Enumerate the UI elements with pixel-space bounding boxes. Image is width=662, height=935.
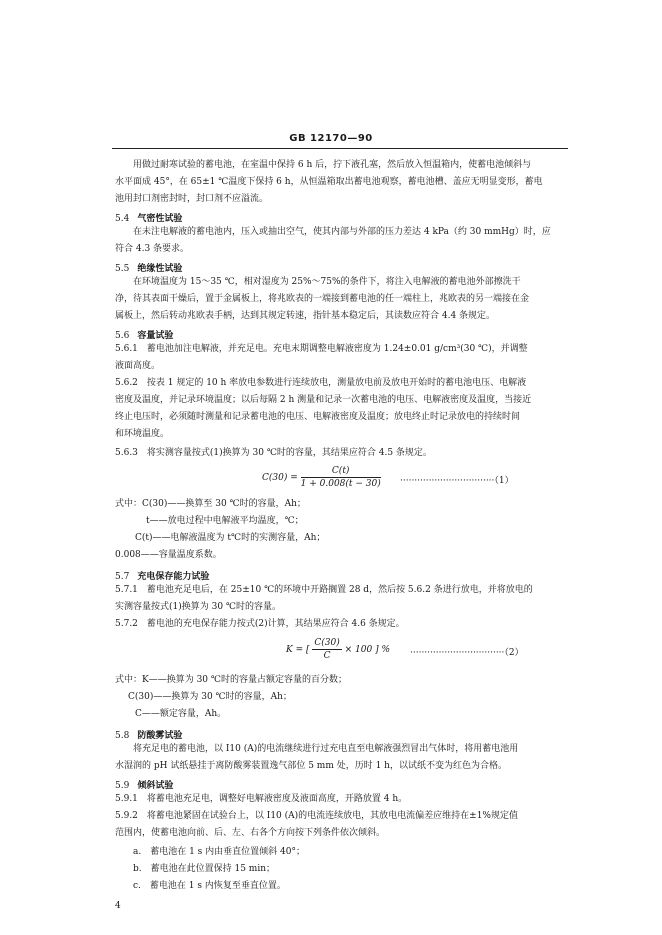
paragraph-line: 用做过耐寒试验的蓄电池，在室温中保持 6 h 后，拧下液孔塞，然后放入恒温箱内，使蓄电池倾斜与 (133, 160, 532, 170)
paragraph-line: 实测容量按式(1)换算为 30 ℃时的容量。 (115, 602, 281, 612)
list-item: a. 蓄电池在 1 s 内由垂直位置倾斜 40°； (133, 847, 305, 857)
paragraph-line: 和环境温度。 (115, 429, 170, 439)
section-heading-5-4: 5.4 气密性试验 (115, 214, 183, 224)
formula-1: C(30) = $\frac{C(t)}{1 + 0.008(t - 30)}$ (262, 466, 381, 489)
paragraph-line: 5.6.2 按表 1 规定的 10 h 率放电参数进行连续放电，测量放电前及放电开始时的蓄电池电压、电解液 (115, 378, 527, 388)
variable-definition: 式中：C(30)——换算至 30 ℃时的容量，Ah； (115, 499, 306, 509)
section-heading-5-9: 5.9 倾斜试验 (115, 781, 174, 791)
section-heading-5-7: 5.7 充电保存能力试验 (115, 572, 210, 582)
paragraph-line: 在环境温度为 15～35 ℃，相对湿度为 25%～75%的条件下，将注入电解液的蓄电池外部擦洗干 (133, 277, 521, 287)
header-rule (112, 148, 568, 149)
variable-definition: C(t)——电解液温度为 t℃时的实测容量，Ah； (135, 533, 326, 543)
section-heading-5-8: 5.8 防酸雾试验 (115, 731, 183, 741)
standard-header: GB 12170—90 (289, 133, 373, 144)
formula-1-number: ·································（1） (400, 476, 514, 486)
variable-definition: C——额定容量，Ah。 (135, 709, 227, 719)
list-item: b. 蓄电池在此位置保持 15 min； (133, 864, 276, 874)
paragraph-line: 将充足电的蓄电池，以 I10 (A)的电流继续进行过充电直至电解液强烈冒出气体时，将用蓄电池用 (133, 744, 519, 754)
section-heading-5-6: 5.6 容量试验 (115, 331, 174, 341)
section-heading-5-5: 5.5 绝缘性试验 (115, 264, 183, 274)
variable-definition: 0.008——容量温度系数。 (115, 550, 222, 560)
paragraph-line: 液面高度。 (115, 361, 161, 371)
paragraph-line: 密度及温度，并记录环境温度；以后每隔 2 h 测量和记录一次蓄电池的电压、电解液密度及温度，当接近 (115, 395, 532, 405)
paragraph-line: 5.7.1 蓄电池充足电后，在 25±10 ℃的环境中开路搁置 28 d，然后按 5.6.2 条进行放电，并将放电的 (115, 585, 533, 595)
paragraph-line: 净，待其表面干燥后，置于金属板上，将兆欧表的一端接到蓄电池的任一端柱上，兆欧表的另一端接在金 (115, 294, 530, 304)
paragraph-line: 终止电压时，必须随时测量和记录蓄电池的电压、电解液密度及温度；放电终止时记录放电的持续时间 (115, 412, 521, 422)
paragraph-line: 水平面成 45°，在 65±1 ℃温度下保持 6 h，从恒温箱取出蓄电池观察，蓄电池槽、盖应无明显变形，蓄电 (115, 177, 543, 187)
variable-definition: t——放电过程中电解液平均温度，℃； (146, 516, 304, 526)
formula-2-number: ·································（2） (410, 648, 524, 658)
list-item: c. 蓄电池在 1 s 内恢复至垂直位置。 (133, 881, 286, 891)
paragraph-line: 水湿润的 pH 试纸悬挂于离防酸雾装置逸气部位 5 mm 处，历时 1 h，以试纸不变为红色为合格。 (115, 761, 507, 771)
paragraph-line: 池用封口剂密封时，封口剂不应溢流。 (115, 194, 269, 204)
paragraph-line: 5.9.1 将蓄电池充足电，调整好电解液密度及液面高度，开路放置 4 h。 (115, 794, 408, 804)
paragraph-line: 5.6.1 蓄电池加注电解液，并充足电。充电末期调整电解液密度为 1.24±0.01 g/cm³(30 ℃)，并调整 (115, 344, 528, 354)
formula-2: K = [ $\frac{C(30)}{C}$ × 100 ] % (286, 638, 390, 661)
variable-definition: C(30)——换算为 30 ℃时的容量，Ah； (128, 692, 292, 702)
variable-definition: 式中：K——换算为 30 ℃时的容量占额定容量的百分数； (115, 675, 347, 685)
paragraph-line: 符合 4.3 条要求。 (115, 244, 190, 254)
page-number: 4 (115, 901, 121, 911)
paragraph-line: 在未注电解液的蓄电池内，压入或抽出空气，使其内部与外部的压力差达 4 kPa（约 30 mmHg）时，应 (133, 227, 551, 237)
paragraph-line: 5.7.2 蓄电池的充电保存能力按式(2)计算，其结果应符合 4.6 条规定。 (115, 619, 405, 629)
paragraph-line: 范围内，使蓄电池向前、后、左、右各个方向按下列条件依次倾斜。 (115, 828, 386, 838)
paragraph-line: 5.6.3 将实测容量按式(1)换算为 30 ℃时的容量，其结果应符合 4.5 条规定。 (115, 448, 432, 458)
paragraph-line: 5.9.2 将蓄电池紧固在试验台上，以 I10 (A)的电流连续放电，其放电电流偏差应维持在±1%规定值 (115, 811, 518, 821)
paragraph-line: 属板上，然后转动兆欧表手柄，达到其规定转速，指针基本稳定后，其读数应符合 4.4 条规定。 (115, 311, 496, 321)
